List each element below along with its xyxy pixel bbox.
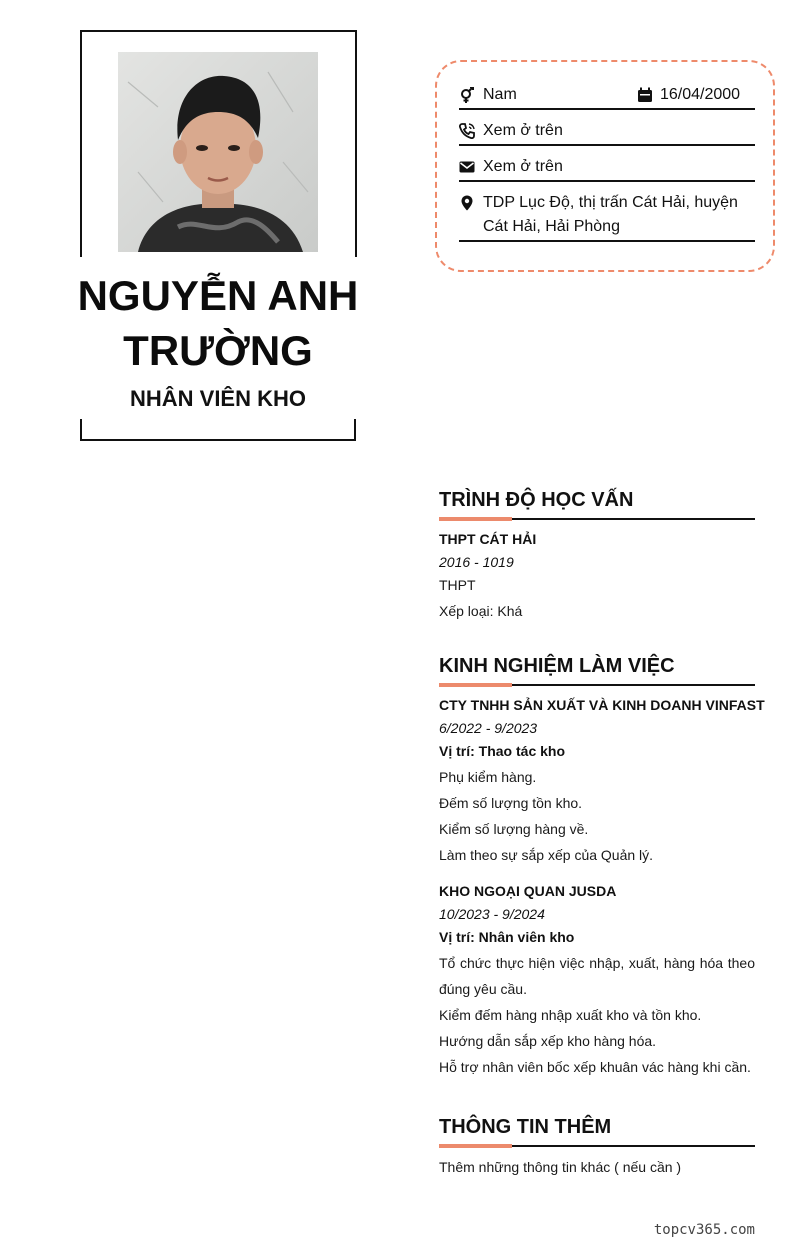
additional-section	[439, 1114, 755, 1180]
candidate-name: NGUYỄN ANH TRƯỜNG	[77, 272, 359, 374]
profile-photo-image	[118, 52, 318, 252]
education-degree: THPT	[439, 577, 476, 593]
profile-frame-bottom	[80, 419, 356, 441]
job-role: Vị trí: Thao tác kho	[439, 743, 566, 759]
job-role: Vị trí: Nhân viên kho	[439, 929, 575, 945]
address-value: TDP Lục Độ, thị trấn Cát Hải, huyện Cát Hải, Hải Phòng	[483, 194, 738, 235]
additional-divider	[439, 1144, 755, 1148]
map-pin-icon	[459, 195, 475, 211]
job-company: KHO NGOẠI QUAN JUSDA	[439, 883, 617, 899]
contact-row-phone	[459, 119, 755, 146]
additional-text: Thêm những thông tin khác ( nếu cần )	[439, 1159, 682, 1175]
contact-row-gender	[459, 83, 755, 110]
additional-heading: THÔNG TIN THÊM	[439, 1116, 612, 1138]
education-heading: TRÌNH ĐỘ HỌC VẤN	[439, 489, 634, 511]
gender-icon	[459, 87, 475, 103]
job-duty: Tổ chức thực hiện việc nhập, xuất, hàng hóa theo đúng yêu cầu.	[439, 955, 755, 997]
gender-value: Nam	[483, 86, 517, 103]
education-school: THPT CÁT HẢI	[439, 531, 537, 547]
job-entry	[439, 695, 765, 868]
job-duty: Hỗ trợ nhân viên bốc xếp khuân vác hàng khi cần.	[439, 1059, 751, 1075]
birthday-value: 16/04/2000	[660, 86, 741, 103]
job-company: CTY TNHH SẢN XUẤT VÀ KINH DOANH VINFAST	[439, 697, 765, 713]
education-period: 2016 - 1019	[439, 554, 514, 570]
job-duty: Hướng dẫn sắp xếp kho hàng hóa.	[439, 1033, 657, 1049]
candidate-position: NHÂN VIÊN KHO	[129, 386, 306, 411]
contact-row-email	[459, 155, 755, 182]
job-entry	[439, 881, 755, 1080]
calendar-icon	[637, 87, 653, 103]
job-duty: Phụ kiểm hàng.	[439, 769, 537, 785]
job-period: 6/2022 - 9/2023	[439, 720, 538, 736]
education-divider	[439, 517, 755, 521]
contact-box	[435, 60, 775, 272]
phone-value: Xem ở trên	[483, 122, 563, 139]
experience-divider	[439, 683, 755, 687]
job-duty: Kiểm số lượng hàng về.	[439, 821, 589, 837]
experience-section	[439, 653, 765, 1080]
education-section	[439, 487, 755, 624]
envelope-icon	[459, 159, 475, 175]
job-duty: Làm theo sự sắp xếp của Quản lý.	[439, 847, 654, 863]
site-watermark: topcv365.com	[653, 1222, 755, 1238]
profile-photo	[118, 52, 318, 252]
education-grade: Xếp loại: Khá	[439, 603, 523, 619]
contact-row-address	[459, 191, 755, 242]
email-value: Xem ở trên	[483, 158, 563, 175]
phone-icon	[459, 123, 475, 139]
experience-heading: KINH NGHIỆM LÀM VIỆC	[439, 655, 675, 677]
job-period: 10/2023 - 9/2024	[439, 906, 545, 922]
job-duty: Kiểm đếm hàng nhập xuất kho và tồn kho.	[439, 1007, 702, 1023]
job-duty: Đếm số lượng tồn kho.	[439, 795, 583, 811]
